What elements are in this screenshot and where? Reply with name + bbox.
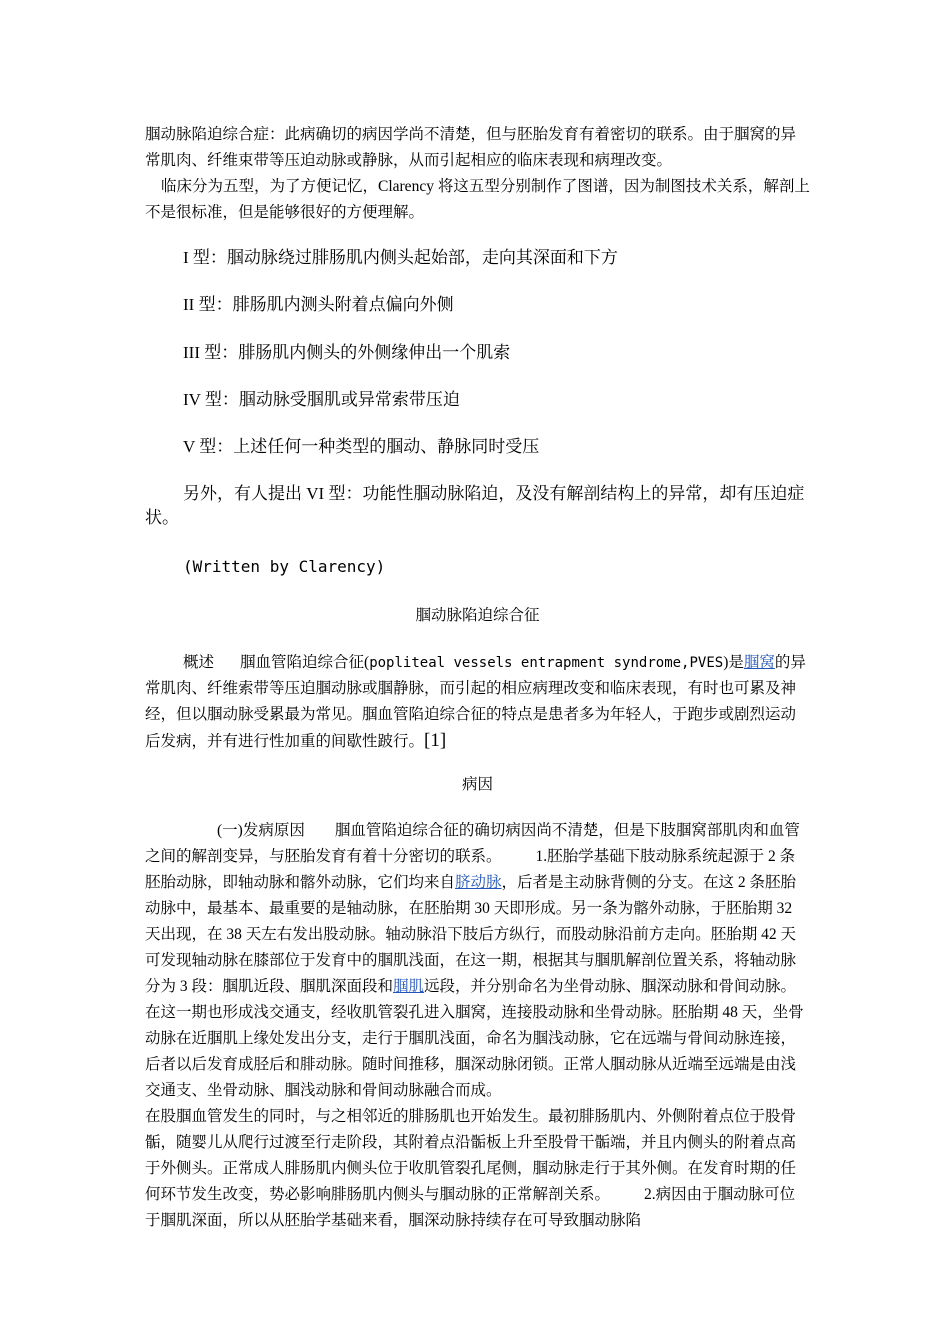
overview-paragraph <box>145 650 810 755</box>
popliteus-link[interactable]: 腘肌 <box>393 978 425 995</box>
etiology-sentence-4: 远段，并分别命名为坐骨动脉、腘深动脉和骨间动脉。在这一期也形成浅交通支，经收肌管裂孔进入腘窝，连接股动脉和坐骨动脉。胚胎期 48 天，坐骨动脉在近腘肌上缘处发出分支，走行于腘肌浅面，命名为腘浅动脉，它在远端与骨间动脉连接，后者以后发育成胫后和腓动脉。随时间推移，腘深动脉闭锁。正常人腘动脉从近端至远端是由浅交通支、坐骨动脉、腘浅动脉和骨间动脉融合而成。 <box>145 978 804 1099</box>
type-2-line: II 型：腓肠肌内测头附着点偏向外侧 <box>183 295 454 314</box>
type-3-line: III 型：腓肠肌内侧头的外侧缘伸出一个肌索 <box>183 343 511 362</box>
type-5-line: V 型：上述任何一种类型的腘动、静脉同时受压 <box>183 437 540 456</box>
etiology-paragraph <box>145 818 810 1234</box>
umbilical-artery-link[interactable]: 脐动脉 <box>455 874 502 891</box>
citation-1[interactable]: [1] <box>424 730 447 751</box>
etiology-sentence-2: 1.胚胎学基础下肢动脉系统起源于 2 条胚胎动脉，即轴动脉和髂外动脉，它们均来自 <box>145 848 796 891</box>
overview-english-term: popliteal vessels entrapment syndrome,PVES <box>369 655 724 671</box>
author-credit: (Written by Clarency) <box>183 557 386 576</box>
etiology-title: 病因 <box>461 776 493 793</box>
overview-label: 概述 <box>183 654 215 671</box>
etiology-sentence-5: 在股腘血管发生的同时，与之相邻近的腓肠肌也开始发生。最初腓肠肌内、外侧附着点位于股骨骺，随婴儿从爬行过渡至行走阶段，其附着点沿骺板上升至股骨干骺端，并且内侧头的附着点高于外侧头。正常成人腓肠肌内侧头位于收肌管裂孔尾侧，腘动脉走行于其外侧。在发育时期的任何环节发生改变，势必影响腓肠肌内侧头与腘动脉的正常解剖关系。 <box>145 1108 797 1203</box>
etiology-sentence-3: ，后者是主动脉背侧的分支。在这 2 条胚胎动脉中，最基本、最重要的是轴动脉，在胚胎期 30 天即形成。另一条为髂外动脉，于胚胎期 32 天出现，在 38 天左右发出股动脉。轴动脉沿下肢后方纵行，而股动脉沿前方走向。胚胎期 42 天可发现轴动脉在膝部位于发育中的腘肌浅面，在这一期，根据其与腘肌解剖位置关系，将轴动脉分为 3 段：腘肌近段、腘肌深面段和 <box>145 874 797 995</box>
popliteal-fossa-link[interactable]: 腘窝 <box>743 654 775 671</box>
etiology-label: (一)发病原因 <box>217 822 305 839</box>
etiology-sentence-6: 2.病因由于腘动脉可位于腘肌深面，所以从胚胎学基础来看，腘深动脉持续存在可导致腘动脉陷 <box>145 1186 796 1229</box>
type-1-line: I 型：腘动脉绕过腓肠肌内侧头起始部，走向其深面和下方 <box>183 248 618 267</box>
type-4-line: IV 型：腘动脉受腘肌或异常索带压迫 <box>183 390 460 409</box>
overview-text-c: 的异常肌肉、纤维索带等压迫腘动脉或腘静脉，而引起的相应病理改变和临床表现，有时也可累及神经，但以腘动脉受累最为常见。腘血管陷迫综合征的特点是患者多为年轻人，于跑步或剧烈运动后发病，并有进行性加重的间歇性跛行。 <box>145 654 806 750</box>
type-6-note: 另外，有人提出 VI 型：功能性腘动脉陷迫，及没有解剖结构上的异常，却有压迫症状。 <box>145 484 805 527</box>
section-title: 腘动脉陷迫综合征 <box>415 607 540 624</box>
overview-text-a: 腘血管陷迫综合征( <box>240 654 370 671</box>
etiology-sentence-1: 腘血管陷迫综合征的确切病因尚不清楚，但是下肢腘窝部肌肉和血管之间的解剖变异，与胚胎发育有着十分密切的联系。 <box>145 822 800 865</box>
overview-text-b: )是 <box>723 654 744 671</box>
intro-paragraph-2: 临床分为五型，为了方便记忆，Clarency 将这五型分别制作了图谱，因为制图技术关系，解剖上不是很标准，但是能够很好的方便理解。 <box>145 178 810 221</box>
intro-paragraph-1: 腘动脉陷迫综合症：此病确切的病因学尚不清楚，但与胚胎发育有着密切的联系。由于腘窝的异常肌肉、纤维束带等压迫动脉或静脉，从而引起相应的临床表现和病理改变。 <box>145 126 797 169</box>
